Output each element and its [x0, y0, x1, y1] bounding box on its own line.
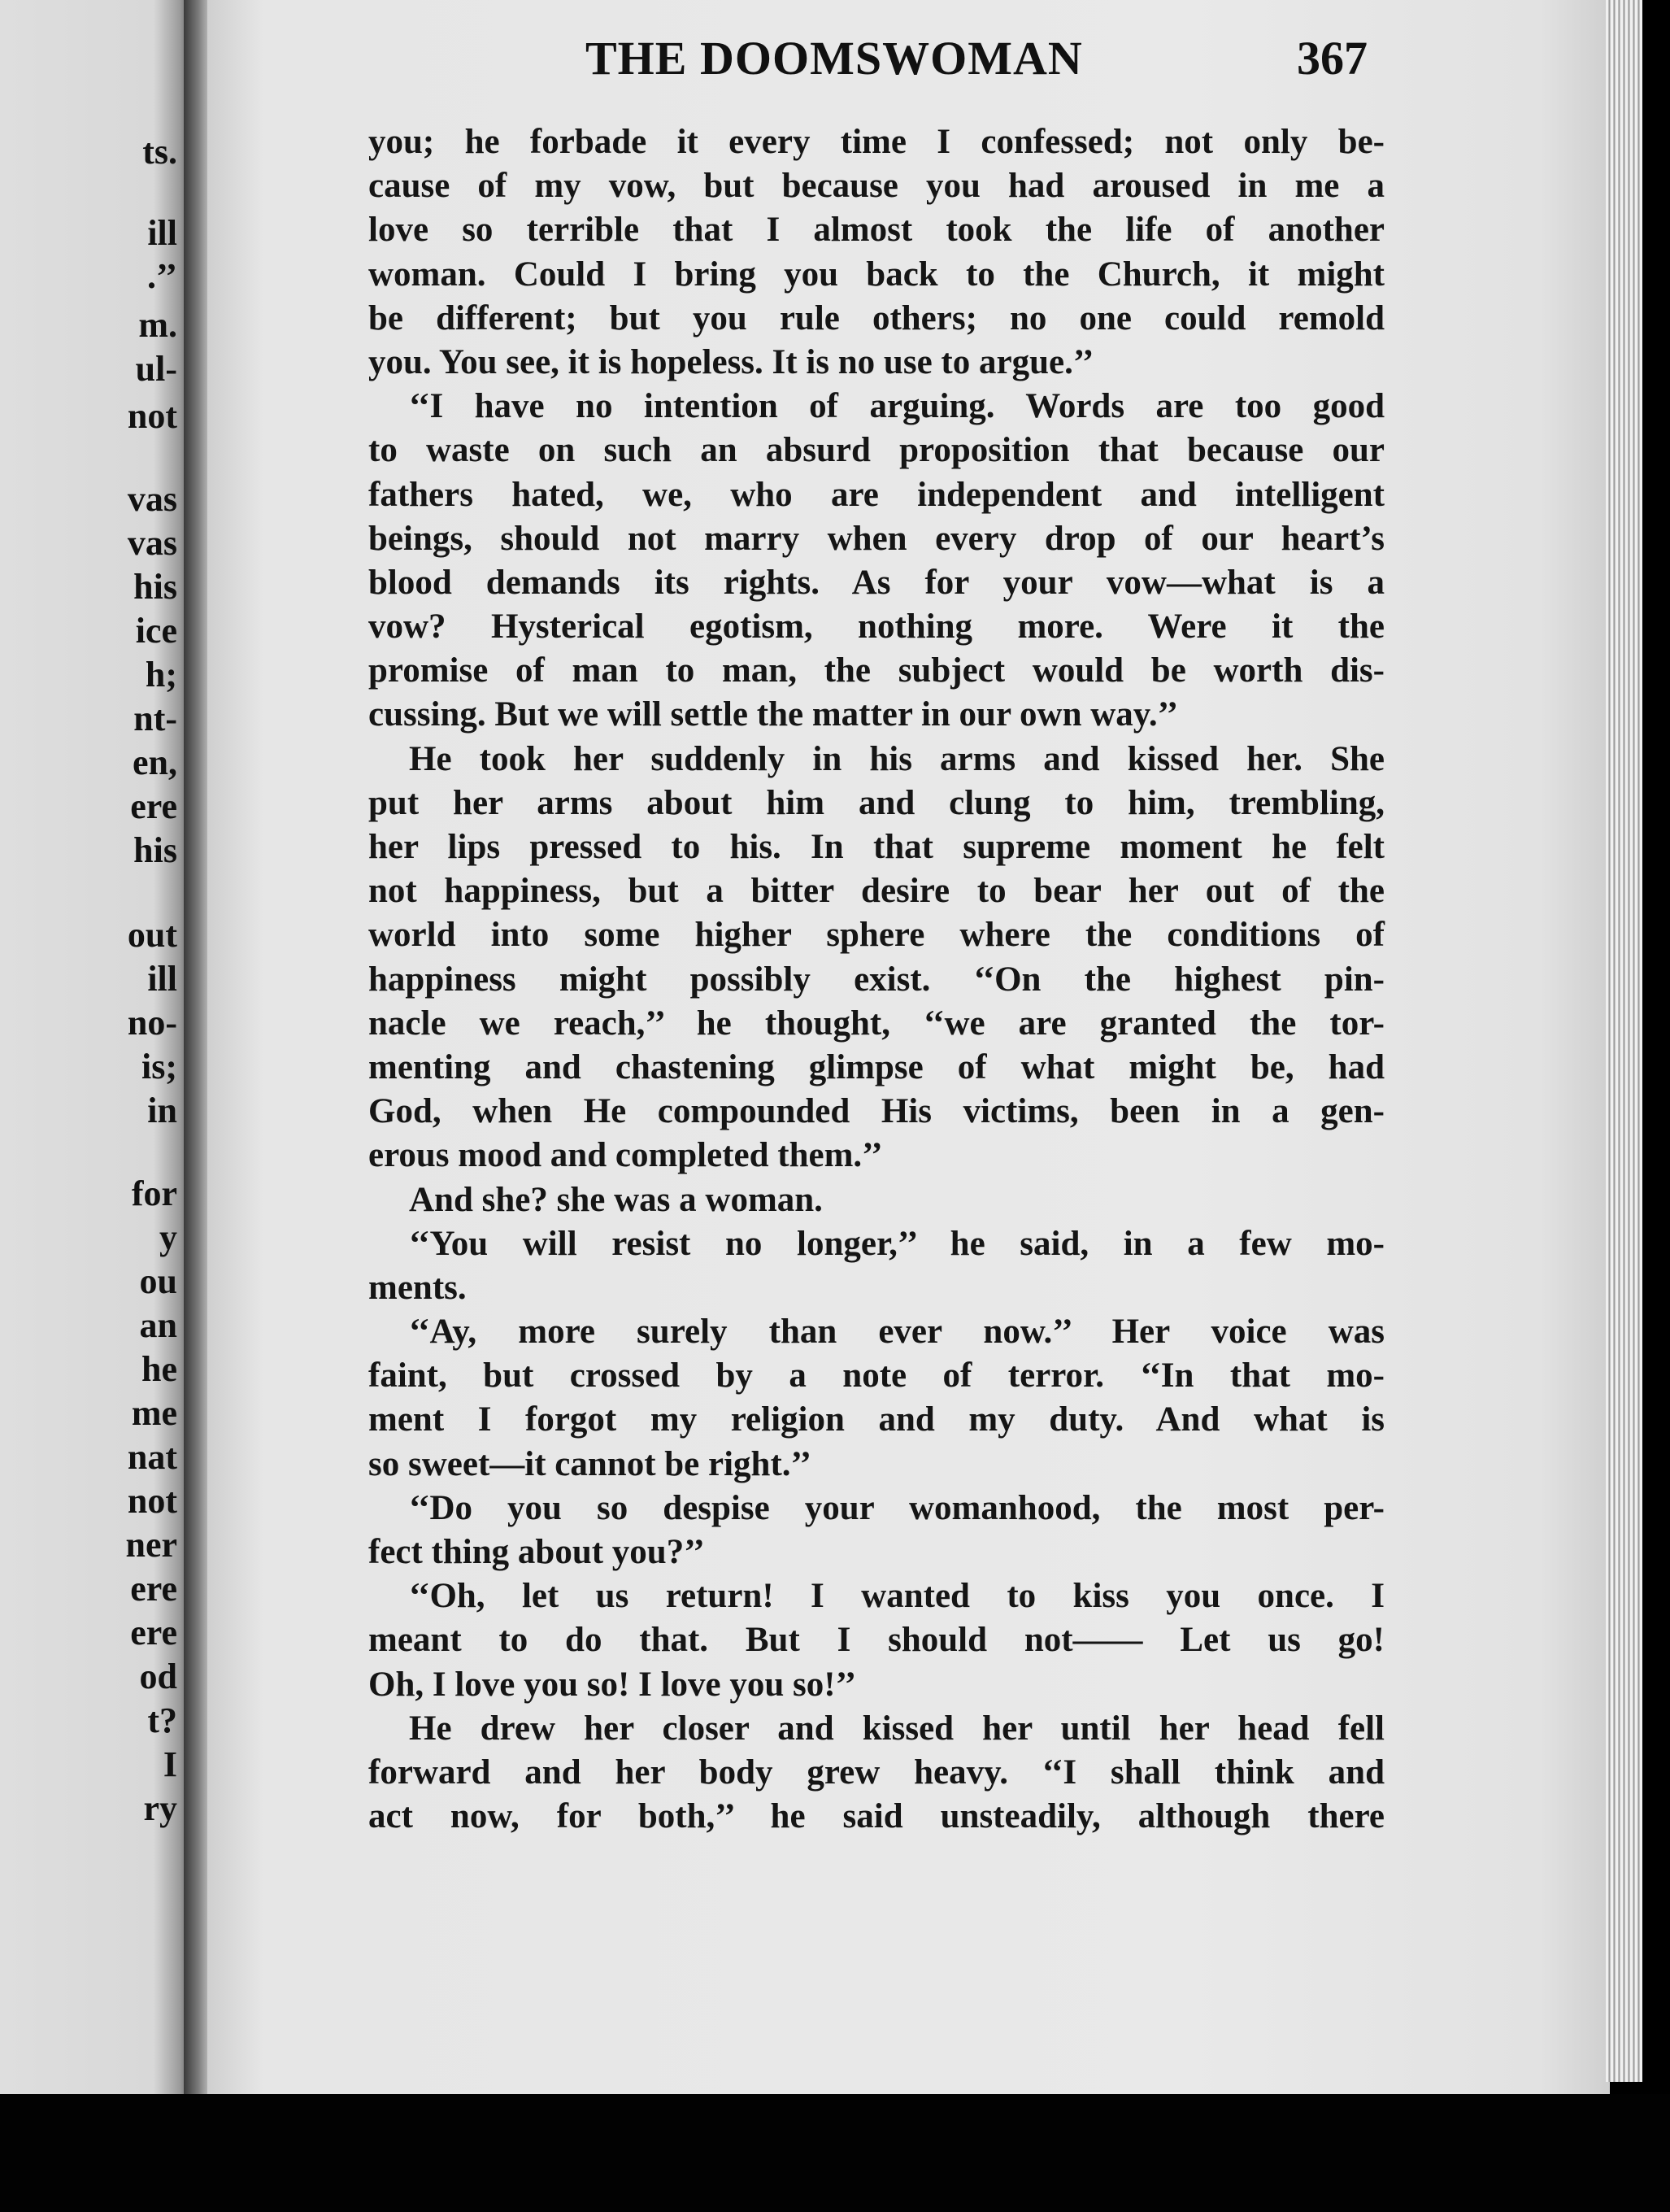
- facing-page: [0, 0, 192, 2094]
- text-line: He drew her closer and kissed her until her head fell: [409, 1709, 1385, 1748]
- text-line: ‘‘I have no intention of arguing. Words are too good: [409, 387, 1385, 426]
- text-line: erous mood and completed them.’’: [368, 1136, 883, 1175]
- book-title: THE DOOMSWOMAN: [585, 32, 1083, 85]
- facing-page-fragment: out: [127, 915, 177, 955]
- text-line: world into some higher sphere where the conditions of: [368, 916, 1385, 955]
- text-line: you; he forbade it every time I confessed; not only be-: [368, 123, 1385, 161]
- facing-page-fragment: ts.: [142, 132, 177, 172]
- text-line: woman. Could I bring you back to the Church, it might: [368, 255, 1385, 294]
- text-line: nacle we reach,’’ he thought, ‘‘we are granted the tor-: [368, 1004, 1385, 1043]
- text-line: menting and chastening glimpse of what might be, had: [368, 1047, 1385, 1086]
- facing-page-fragment: .’’: [146, 256, 177, 296]
- body-text: [368, 120, 1385, 1839]
- text-line: God, when He compounded His victims, been in a gen-: [368, 1092, 1385, 1131]
- facing-page-fragment: he: [141, 1349, 177, 1389]
- facing-page-fragment: nat: [127, 1437, 177, 1477]
- text-line: ‘‘Oh, let us return! I wanted to kiss you once. I: [409, 1577, 1385, 1616]
- text-line: ment I forgot my religion and my duty. And what is: [368, 1400, 1385, 1439]
- facing-page-fragment: ner: [125, 1525, 177, 1565]
- facing-page-fragment: y: [159, 1217, 177, 1257]
- facing-page-fragment: in: [147, 1091, 177, 1130]
- facing-page-fragment: m.: [138, 305, 177, 345]
- facing-page-fragment: not: [127, 396, 177, 436]
- facing-page-fragment: od: [139, 1657, 177, 1696]
- facing-page-fragment: no-: [127, 1003, 177, 1043]
- text-line: you. You see, it is hopeless. It is no use to argue.’’: [368, 342, 1094, 381]
- text-line: love so terrible that I almost took the life of another: [368, 211, 1385, 250]
- facing-page-fragment: en,: [133, 742, 177, 782]
- facing-page-fragment: his: [133, 567, 177, 607]
- text-line: meant to do that. But I should not—— Let us go!: [368, 1621, 1385, 1660]
- text-line: promise of man to man, the subject would be worth dis-: [368, 651, 1385, 690]
- text-line: vow? Hysterical egotism, nothing more. Were it the: [368, 607, 1385, 647]
- text-line: And she? she was a woman.: [409, 1180, 823, 1219]
- facing-page-fragment: I: [163, 1744, 177, 1784]
- facing-page-fragment: ou: [139, 1261, 177, 1301]
- text-line: cause of my vow, but because you had aroused in me a: [368, 167, 1385, 206]
- text-line: forward and her body grew heavy. ‘‘I shall think and: [368, 1753, 1385, 1792]
- text-line: act now, for both,’’ he said unsteadily, although there: [368, 1797, 1385, 1836]
- facing-page-fragment: ere: [130, 786, 177, 826]
- text-line: be different; but you rule others; no one could remold: [368, 298, 1385, 337]
- facing-page-fragment: ry: [143, 1788, 177, 1828]
- text-line: Oh, I love you so! I love you so!’’: [368, 1665, 857, 1704]
- text-line: ments.: [368, 1268, 467, 1307]
- text-line: happiness might possibly exist. ‘‘On the highest pin-: [368, 960, 1385, 999]
- text-line: cussing. But we will settle the matter in our own way.’’: [368, 695, 1179, 734]
- text-line: faint, but crossed by a note of terror. ‘‘In that mo-: [368, 1356, 1385, 1396]
- text-line: fect thing about you?’’: [368, 1533, 705, 1571]
- facing-page-fragment: is;: [141, 1047, 177, 1086]
- facing-page-fragment: ul-: [135, 349, 177, 389]
- page-number: 367: [1297, 32, 1368, 85]
- facing-page-fragment: vas: [127, 523, 177, 563]
- facing-page-fragment: h;: [145, 655, 177, 695]
- text-line: to waste on such an absurd proposition that because our: [368, 431, 1385, 470]
- text-line: beings, should not marry when every drop of our heart’s: [368, 519, 1385, 558]
- facing-page-fragment: ice: [135, 611, 177, 651]
- facing-page-fragment: t?: [147, 1700, 177, 1740]
- text-line: put her arms about him and clung to him, trembling,: [368, 783, 1385, 822]
- text-line: ‘‘You will resist no longer,’’ he said, in a few mo-: [409, 1224, 1385, 1263]
- facing-page-fragment: for: [131, 1173, 177, 1213]
- facing-page-fragment: vas: [127, 479, 177, 519]
- text-line: ‘‘Ay, more surely than ever now.’’ Her voice was: [409, 1313, 1385, 1352]
- facing-page-fragment: ere: [130, 1569, 177, 1609]
- running-head: [0, 31, 1670, 85]
- facing-page-fragment: ill: [147, 213, 177, 253]
- scan-background: [0, 2094, 1670, 2212]
- facing-page-fragment: ere: [130, 1613, 177, 1652]
- facing-page-fragment: nt-: [133, 699, 177, 738]
- facing-page-fragment: his: [133, 830, 177, 870]
- text-line: blood demands its rights. As for your vow—what is a: [368, 563, 1385, 602]
- facing-page-fragment: an: [139, 1305, 177, 1345]
- text-line: He took her suddenly in his arms and kissed her. She: [409, 739, 1385, 778]
- text-line: so sweet—it cannot be right.’’: [368, 1444, 811, 1483]
- facing-page-fragment: ill: [147, 959, 177, 999]
- facing-page-fragment: me: [131, 1393, 177, 1433]
- text-line: fathers hated, we, who are independent and intelligent: [368, 475, 1385, 514]
- facing-page-fragment: not: [127, 1481, 177, 1521]
- text-line: ‘‘Do you so despise your womanhood, the most per-: [409, 1488, 1385, 1527]
- page-fore-edge: [1606, 0, 1642, 2082]
- text-line: not happiness, but a bitter desire to bear her out of the: [368, 872, 1385, 911]
- text-line: her lips pressed to his. In that supreme moment he felt: [368, 828, 1385, 866]
